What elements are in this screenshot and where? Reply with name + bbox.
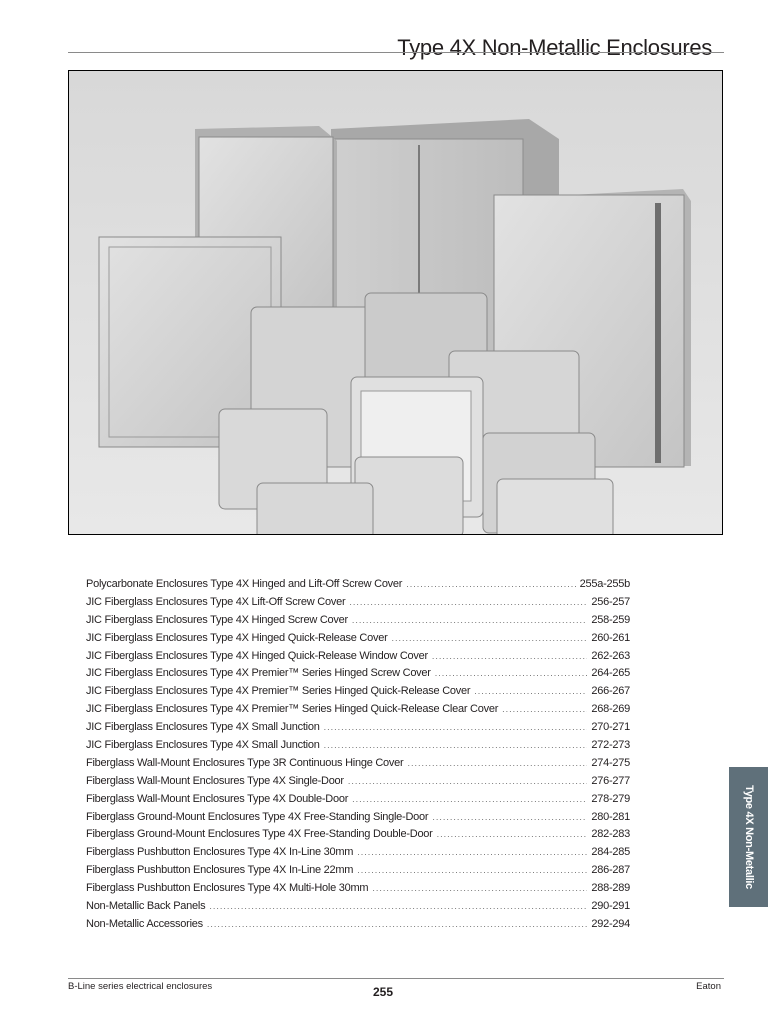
toc-item[interactable] (86, 739, 630, 757)
toc-dot-leader (435, 668, 588, 678)
toc-item-pages: 256-257 (591, 595, 630, 608)
toc-dot-leader (474, 686, 587, 696)
toc-item-pages: 282-283 (591, 828, 630, 841)
toc-item-label: Fiberglass Wall-Mount Enclosures Type 3R Continuous Hinge Cover (86, 756, 404, 769)
toc-dot-leader (406, 579, 575, 589)
toc-item-label: JIC Fiberglass Enclosures Type 4X Hinged Quick-Release Window Cover (86, 649, 428, 662)
toc-dot-leader (432, 651, 587, 661)
toc-item[interactable] (86, 757, 630, 775)
toc-item[interactable] (86, 667, 630, 685)
toc-item[interactable] (86, 650, 630, 668)
toc-item[interactable] (86, 918, 630, 936)
toc-item-pages: 258-259 (591, 613, 630, 626)
toc-item-pages: 286-287 (591, 864, 630, 877)
section-tab[interactable] (729, 767, 768, 907)
toc-item-label: Fiberglass Ground-Mount Enclosures Type 4X Free-Standing Double-Door (86, 828, 433, 841)
toc-item[interactable] (86, 864, 630, 882)
footer-series-name: B-Line series electrical enclosures (68, 981, 213, 992)
toc-item-label: Fiberglass Wall-Mount Enclosures Type 4X Single-Door (86, 774, 344, 787)
toc-item-label: JIC Fiberglass Enclosures Type 4X Small Junction (86, 721, 320, 734)
toc-dot-leader (348, 776, 588, 786)
toc-dot-leader (324, 722, 588, 732)
toc-item-pages: 255a-255b (579, 578, 630, 590)
toc-item-pages: 262-263 (591, 649, 630, 662)
footer-divider (68, 978, 724, 979)
toc-item-pages: 264-265 (591, 667, 630, 680)
toc-dot-leader (352, 794, 587, 804)
toc-item-label: Fiberglass Pushbutton Enclosures Type 4X Multi-Hole 30mm (86, 882, 369, 895)
toc-item[interactable] (86, 685, 630, 703)
toc-dot-leader (349, 597, 587, 607)
toc-item[interactable] (86, 632, 630, 650)
toc-dot-leader (432, 812, 587, 822)
page-number: 255 (373, 985, 394, 999)
toc-item-pages: 284-285 (591, 846, 630, 859)
toc-item-pages: 272-273 (591, 739, 630, 752)
toc-item-label: Fiberglass Pushbutton Enclosures Type 4X In-Line 22mm (86, 864, 354, 877)
toc-item-pages: 292-294 (591, 917, 630, 930)
toc-item-pages: 268-269 (591, 703, 630, 716)
toc-item-label: Polycarbonate Enclosures Type 4X Hinged and Lift-Off Screw Cover (86, 578, 403, 590)
toc-dot-leader (357, 847, 587, 857)
toc-dot-leader (324, 740, 588, 750)
toc-dot-leader (207, 919, 588, 929)
toc-item-label: JIC Fiberglass Enclosures Type 4X Hinged Quick-Release Cover (86, 631, 388, 644)
toc-dot-leader (372, 883, 587, 893)
toc-dot-leader (357, 865, 587, 875)
toc-item[interactable] (86, 614, 630, 632)
toc-item-pages: 274-275 (591, 756, 630, 769)
toc-item[interactable] (86, 721, 630, 739)
toc-item[interactable] (86, 596, 630, 614)
toc-item-label: JIC Fiberglass Enclosures Type 4X Lift-Off Screw Cover (86, 595, 346, 608)
toc-item-label: JIC Fiberglass Enclosures Type 4X Premier™ Series Hinged Screw Cover (86, 667, 431, 680)
toc-item-label: Fiberglass Wall-Mount Enclosures Type 4X Double-Door (86, 792, 349, 805)
toc-item-label: Fiberglass Pushbutton Enclosures Type 4X In-Line 30mm (86, 846, 354, 859)
toc-item-label: JIC Fiberglass Enclosures Type 4X Premier™ Series Hinged Quick-Release Clear Cover (86, 703, 499, 716)
title-divider (68, 52, 724, 53)
toc-item[interactable] (86, 703, 630, 721)
toc-item-label: JIC Fiberglass Enclosures Type 4X Small Junction (86, 739, 320, 752)
toc-dot-leader (392, 633, 588, 643)
toc-item-pages: 260-261 (591, 631, 630, 644)
toc-item-pages: 280-281 (591, 810, 630, 823)
toc-item-label: Non-Metallic Back Panels (86, 900, 206, 913)
toc-item[interactable] (86, 793, 630, 811)
toc-item-pages: 276-277 (591, 774, 630, 787)
toc-item-pages: 278-279 (591, 792, 630, 805)
toc-item[interactable] (86, 828, 630, 846)
page-title: Type 4X Non-Metallic Enclosures (397, 34, 712, 60)
toc-dot-leader (502, 704, 587, 714)
toc-item-label: JIC Fiberglass Enclosures Type 4X Premier™ Series Hinged Quick-Release Cover (86, 685, 471, 698)
toc-item[interactable] (86, 882, 630, 900)
toc-item-pages: 288-289 (591, 882, 630, 895)
section-tab-label: Type 4X Non-Metallic (742, 785, 755, 889)
toc-item-label: JIC Fiberglass Enclosures Type 4X Hinged Screw Cover (86, 613, 348, 626)
toc-item[interactable] (86, 775, 630, 793)
toc-item-pages: 290-291 (591, 900, 630, 913)
toc-dot-leader (209, 901, 587, 911)
toc-item-pages: 266-267 (591, 685, 630, 698)
toc-item[interactable] (86, 578, 630, 596)
toc-item[interactable] (86, 846, 630, 864)
enclosures-illustration (69, 71, 722, 534)
table-of-contents (86, 578, 630, 936)
toc-dot-leader (352, 615, 587, 625)
product-photo (68, 70, 723, 535)
toc-item-label: Fiberglass Ground-Mount Enclosures Type 4X Free-Standing Single-Door (86, 810, 429, 823)
toc-item[interactable] (86, 900, 630, 918)
toc-dot-leader (407, 758, 587, 768)
toc-item-pages: 270-271 (591, 721, 630, 734)
toc-item[interactable] (86, 811, 630, 829)
footer-brand: Eaton (696, 981, 721, 992)
toc-dot-leader (437, 829, 588, 839)
toc-item-label: Non-Metallic Accessories (86, 917, 203, 930)
